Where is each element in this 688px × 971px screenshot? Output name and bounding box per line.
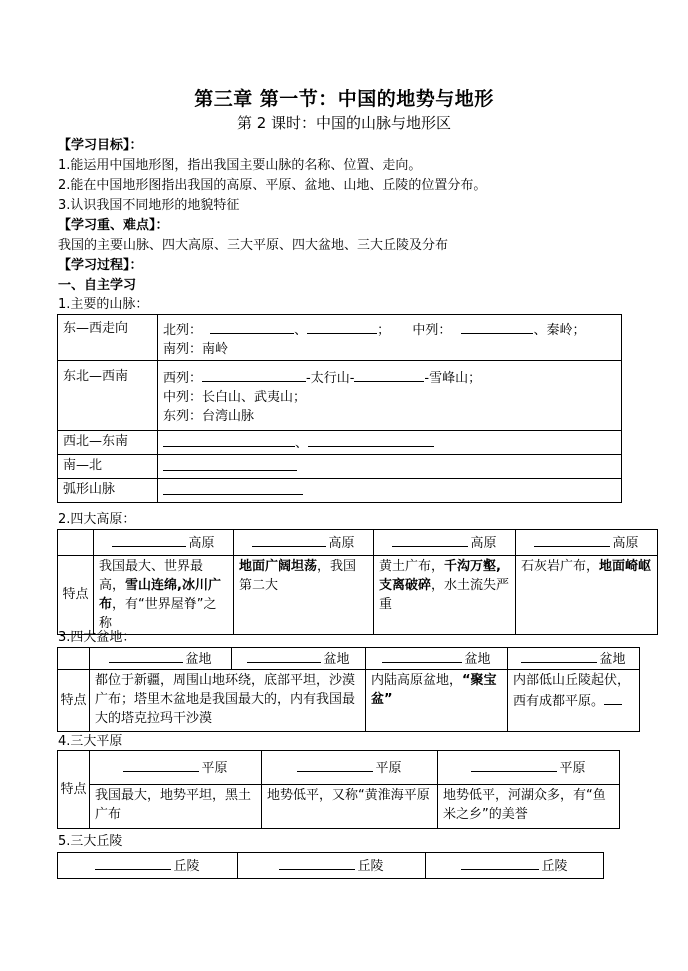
hills-table <box>57 852 604 879</box>
blank-field[interactable] <box>461 855 539 870</box>
plain-feature-3: 地势低平，河湖众多，有“鱼米之乡”的美誉 <box>438 785 620 829</box>
page-subtitle: 第 2 课时：中国的山脉与地形区 <box>236 114 452 132</box>
table-row <box>58 751 620 785</box>
suffix: 平原 <box>375 761 402 776</box>
text: ，我国第二大 <box>239 559 357 593</box>
blank-field[interactable] <box>163 456 297 471</box>
plateaus-table <box>57 529 658 635</box>
basin-feature-1: 都位于新疆，周围山地环绕，底部平坦，沙漠广布；塔里木盆地是我国最大的，内有我国最大的塔克拉玛干沙漠 <box>90 670 366 732</box>
direction-arc: 弧形山脉 <box>58 479 158 503</box>
corner-cell <box>58 648 90 670</box>
mountains-table <box>57 314 622 503</box>
hill-header-2 <box>238 853 426 879</box>
direction-ns: 南—北 <box>58 455 158 479</box>
basin-feature-3 <box>508 670 640 732</box>
basin-header-4 <box>508 648 640 670</box>
blank-field[interactable] <box>534 532 610 547</box>
direction-nwse: 西北—东南 <box>58 431 158 455</box>
direction-ew: 东—西走向 <box>58 315 158 361</box>
plains-table <box>57 750 620 829</box>
table-row <box>58 853 604 879</box>
suffix: 盆地 <box>185 652 212 667</box>
blank-field[interactable] <box>112 532 186 547</box>
table-row <box>58 556 658 635</box>
separator: 、 <box>294 323 308 338</box>
plain-header-1 <box>90 751 262 785</box>
suffix: 盆地 <box>599 652 626 667</box>
separator: 、 <box>295 436 309 451</box>
suffix: 高原 <box>612 536 639 551</box>
keypoints-text: 我国的主要山脉、四大高原、三大平原、四大盆地、三大丘陵及分布 <box>58 238 449 253</box>
text: 石灰岩广布， <box>521 559 600 574</box>
hill-header-1 <box>58 853 238 879</box>
blank-field[interactable] <box>210 319 294 334</box>
blank-field[interactable] <box>163 432 295 447</box>
mid-label: 中列： <box>412 323 452 338</box>
text-bold: 千沟万壑,支离破碎 <box>379 559 501 593</box>
blank-field[interactable] <box>297 757 373 772</box>
basin-header-1 <box>90 648 232 670</box>
suffix: 平原 <box>201 761 228 776</box>
keypoints-heading: 【学习重、难点】： <box>58 218 169 233</box>
arc-cell <box>158 479 622 503</box>
table-row <box>58 530 658 556</box>
plateau-header-4 <box>516 530 658 556</box>
feature-label: 特点 <box>58 751 90 829</box>
ns-cell <box>158 455 622 479</box>
text-bold: 地面崎岖 <box>599 559 652 574</box>
feature-label: 特点 <box>58 556 94 635</box>
plains-label: 4.三大平原 <box>58 734 123 749</box>
text: 内陆高原盆地， <box>371 673 463 688</box>
mountains-label: 1.主要的山脉： <box>58 297 149 312</box>
blank-field[interactable] <box>109 648 183 663</box>
blank-field[interactable] <box>308 432 434 447</box>
plateaus-label: 2.四大高原： <box>58 512 136 527</box>
west-label: 西列： <box>163 371 203 386</box>
text-bold: 地面广阔坦荡 <box>239 559 318 574</box>
suffix: 高原 <box>188 536 215 551</box>
goal-item-3: 3.认识我国不同地形的地貌特征 <box>58 198 240 213</box>
west-mid: -太行山- <box>306 371 355 386</box>
hill-header-3 <box>426 853 604 879</box>
blank-field[interactable] <box>279 855 355 870</box>
table-row <box>58 785 620 829</box>
goals-heading: 【学习目标】： <box>58 138 143 153</box>
plateau-header-1 <box>94 530 234 556</box>
text: ，有“世界屋脊”之称 <box>99 597 217 631</box>
nwse-cell <box>158 431 622 455</box>
blank-field[interactable] <box>247 648 321 663</box>
text-bold: 雪山连绵,冰川广布 <box>99 578 221 612</box>
table-row <box>58 431 622 455</box>
blank-field[interactable] <box>252 532 326 547</box>
suffix: 平原 <box>559 761 586 776</box>
separator: ； <box>377 323 391 338</box>
table-row <box>58 670 640 732</box>
page-title: 第三章 第一节：中国的地势与地形 <box>194 88 494 110</box>
suffix: 高原 <box>470 536 497 551</box>
blank-field[interactable] <box>307 319 377 334</box>
suffix: 盆地 <box>323 652 350 667</box>
text: 内部低山丘陵起伏，西有成都平原。 <box>513 673 631 709</box>
basins-label: 3.四大盆地： <box>58 630 136 645</box>
direction-nesw: 东北—西南 <box>58 361 158 431</box>
blank-field[interactable] <box>123 757 199 772</box>
nesw-east: 东列：台湾山脉 <box>163 409 255 424</box>
blank-field[interactable] <box>461 319 533 334</box>
table-row <box>58 361 622 431</box>
plain-feature-2: 地势低平，又称“黄淮海平原 <box>262 785 438 829</box>
plateau-feature-1 <box>94 556 234 635</box>
section-heading: 一、自主学习 <box>58 278 137 293</box>
blank-field[interactable] <box>354 367 424 382</box>
basin-feature-2 <box>366 670 508 732</box>
blank-field[interactable] <box>202 367 306 382</box>
blank-field[interactable] <box>604 690 622 705</box>
blank-field[interactable] <box>163 480 303 495</box>
plain-feature-1: 我国最大，地势平坦，黑土广布 <box>90 785 262 829</box>
plateau-header-2 <box>234 530 374 556</box>
table-row <box>58 479 622 503</box>
nesw-cell <box>158 361 622 431</box>
plateau-feature-3 <box>374 556 516 635</box>
corner-cell <box>58 530 94 556</box>
plain-header-3 <box>438 751 620 785</box>
basin-header-3 <box>366 648 508 670</box>
goal-item-2: 2.能在中国地形图指出我国的高原、平原、盆地、山地、丘陵的位置分布。 <box>58 178 487 193</box>
nesw-mid: 中列：长白山、武夷山； <box>163 390 307 405</box>
south-label: 南列：南岭 <box>163 342 229 357</box>
north-label: 北列： <box>163 323 203 338</box>
text: 我国最大、世界最高， <box>99 559 204 593</box>
blank-field[interactable] <box>471 757 557 772</box>
hills-label: 5.三大丘陵 <box>58 834 123 849</box>
goal-item-1: 1.能运用中国地形图，指出我国主要山脉的名称、位置、走向。 <box>58 158 422 173</box>
feature-label: 特点 <box>58 670 90 732</box>
blank-field[interactable] <box>392 532 468 547</box>
table-row <box>58 455 622 479</box>
table-row <box>58 315 622 361</box>
plateau-header-3 <box>374 530 516 556</box>
west-tail: -雪峰山； <box>424 371 482 386</box>
blank-field[interactable] <box>95 855 171 870</box>
basin-header-2 <box>232 648 366 670</box>
suffix: 丘陵 <box>357 859 384 874</box>
suffix: 丘陵 <box>541 859 568 874</box>
suffix: 高原 <box>328 536 355 551</box>
process-heading: 【学习过程】： <box>58 258 143 273</box>
plain-header-2 <box>262 751 438 785</box>
text-bold: “聚宝盆” <box>371 673 497 707</box>
basins-table <box>57 647 640 732</box>
text: ，水土流失严重 <box>379 578 510 612</box>
suffix: 丘陵 <box>173 859 200 874</box>
table-row <box>58 648 640 670</box>
text: 黄土广布， <box>379 559 445 574</box>
blank-field[interactable] <box>382 648 462 663</box>
mid-tail: 、秦岭； <box>533 323 586 338</box>
plateau-feature-4 <box>516 556 658 635</box>
plateau-feature-2 <box>234 556 374 635</box>
blank-field[interactable] <box>521 648 597 663</box>
suffix: 盆地 <box>464 652 491 667</box>
ew-cell <box>158 315 622 361</box>
